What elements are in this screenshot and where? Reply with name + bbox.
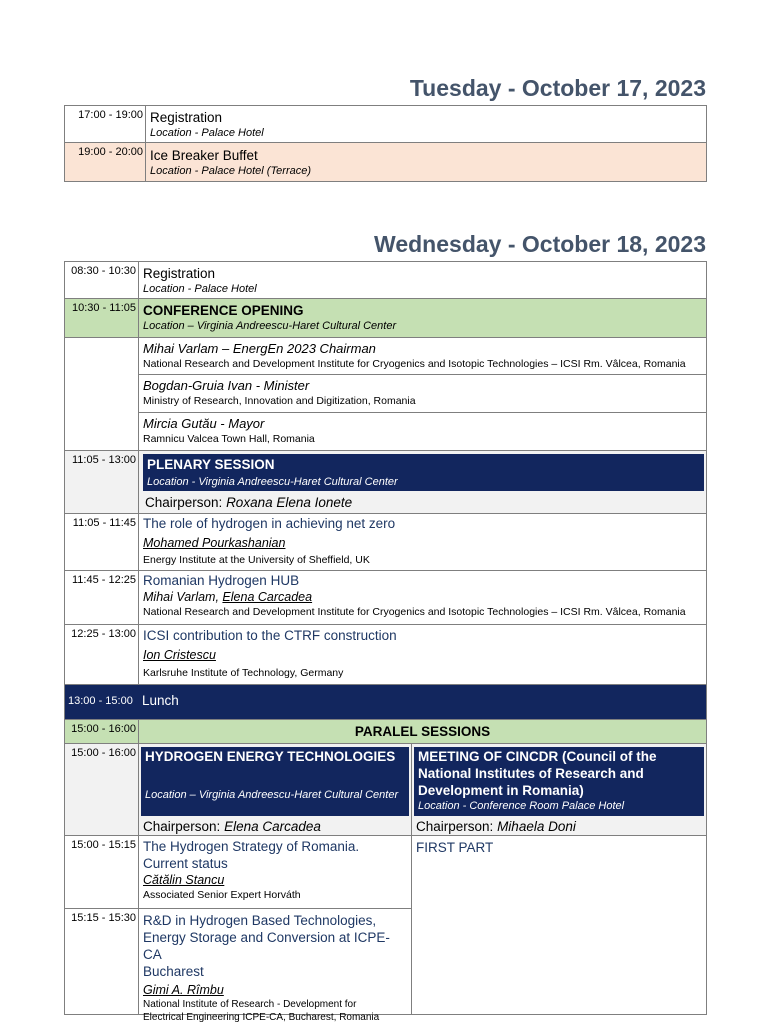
tuesday-registration-location: Location - Palace Hotel bbox=[150, 127, 264, 139]
talk-cell bbox=[138, 513, 707, 571]
plenary-cell bbox=[138, 450, 707, 514]
icebreaker-title: Ice Breaker Buffet bbox=[150, 148, 258, 163]
chair-label: Chairperson: bbox=[416, 819, 494, 834]
opening-cell bbox=[138, 298, 707, 338]
tuesday-registration-time: 17:00 - 19:00 bbox=[64, 105, 146, 143]
talk-speakers bbox=[139, 589, 706, 605]
wed-registration-time: 08:30 - 10:30 bbox=[64, 261, 139, 299]
session-talk-title-l2: Energy Storage and Conversion at ICPE-CA bbox=[143, 930, 390, 962]
session-talk-speaker: Gimi A. Rîmbu bbox=[143, 983, 224, 997]
opening-speakers-time-blank bbox=[64, 337, 139, 451]
wednesday-heading: Wednesday - October 18, 2023 bbox=[374, 231, 706, 257]
session-talk-title-l1: R&D in Hydrogen Based Technologies, bbox=[143, 913, 377, 928]
talk-affiliation: Karlsruhe Institute of Technology, Germany bbox=[143, 667, 344, 679]
parallel-header-cell bbox=[138, 719, 707, 744]
session-b-title-l2: National Institutes of Research and bbox=[418, 766, 644, 781]
lunch-time: 13:00 - 15:00 bbox=[68, 695, 133, 707]
talk-cell bbox=[138, 570, 707, 625]
lunch-title: Lunch bbox=[142, 693, 179, 708]
session-b-header-box bbox=[414, 747, 704, 816]
chair-name: Elena Carcadea bbox=[224, 819, 321, 834]
session-time: 15:00 - 16:00 bbox=[64, 743, 139, 836]
plenary-chair bbox=[141, 494, 356, 511]
session-talk-affiliation-l1: National Institute of Research - Development for bbox=[143, 999, 357, 1010]
icebreaker-cell bbox=[145, 142, 707, 182]
icebreaker-time: 19:00 - 20:00 bbox=[64, 142, 146, 182]
session-a-location: Location – Virginia Andreescu-Haret Cultural Center bbox=[145, 789, 399, 801]
talk-title: Romanian Hydrogen HUB bbox=[143, 573, 300, 588]
talk-time: 12:25 - 13:00 bbox=[64, 624, 139, 685]
opening-location: Location – Virginia Andreescu-Haret Cultural Center bbox=[143, 320, 397, 332]
session-a-chair bbox=[139, 818, 325, 835]
plenary-title: PLENARY SESSION bbox=[147, 457, 275, 472]
talk-cell bbox=[138, 624, 707, 685]
chair-label: Chairperson: bbox=[145, 495, 223, 510]
chair-name: Mihaela Doni bbox=[497, 819, 576, 834]
session-b-title-l3: Development in Romania) bbox=[418, 783, 584, 798]
session-talk-cell bbox=[138, 835, 412, 909]
speaker-row bbox=[138, 374, 707, 413]
wed-registration-title: Registration bbox=[143, 266, 216, 281]
wed-registration-cell bbox=[138, 261, 707, 299]
session-b-chair bbox=[412, 818, 580, 835]
session-talk-affiliation-l2: Electrical Engineering ICPE-CA, Bucharest, Romania bbox=[143, 1012, 380, 1023]
session-talk-time: 15:00 - 15:15 bbox=[64, 835, 139, 909]
speaker-affiliation: National Research and Development Institute for Cryogenics and Isotopic Technologies – ICSI Rm. Vâlcea, Romania bbox=[143, 358, 686, 370]
session-b-title-l1: MEETING OF CINCDR (Council of the bbox=[418, 749, 657, 764]
session-b-body bbox=[411, 835, 707, 1015]
chair-label: Chairperson: bbox=[143, 819, 221, 834]
talk-title: The role of hydrogen in achieving net zero bbox=[143, 516, 396, 531]
talk-speaker-b: Elena Carcadea bbox=[222, 590, 313, 604]
tuesday-registration-cell bbox=[145, 105, 707, 143]
wed-registration-location: Location - Palace Hotel bbox=[143, 283, 257, 295]
speaker-affiliation: Ministry of Research, Innovation and Digitization, Romania bbox=[143, 395, 416, 407]
session-talk-affiliation: Associated Senior Expert Horváth bbox=[143, 889, 301, 901]
talk-title: ICSI contribution to the CTRF construction bbox=[143, 628, 397, 643]
talk-speaker: Mohamed Pourkashanian bbox=[143, 536, 286, 550]
plenary-time: 11:05 - 13:00 bbox=[64, 450, 139, 514]
talk-time: 11:45 - 12:25 bbox=[64, 570, 139, 625]
speaker-row bbox=[138, 412, 707, 451]
plenary-location: Location - Virginia Andreescu-Haret Cultural Center bbox=[147, 476, 398, 488]
opening-title: CONFERENCE OPENING bbox=[143, 303, 304, 318]
speaker-name: Bogdan-Gruia Ivan - Minister bbox=[143, 378, 310, 393]
opening-time: 10:30 - 11:05 bbox=[64, 298, 139, 338]
talk-speaker-a: Mihai Varlam, bbox=[143, 590, 223, 604]
chair-name: Roxana Elena Ionete bbox=[226, 495, 353, 510]
session-talk-time: 15:15 - 15:30 bbox=[64, 908, 139, 1015]
session-b-location: Location - Conference Room Palace Hotel bbox=[418, 800, 625, 812]
session-talk-title-l1: The Hydrogen Strategy of Romania. bbox=[143, 839, 360, 854]
speaker-name: Mihai Varlam – EnergEn 2023 Chairman bbox=[143, 341, 376, 356]
speaker-name: Mircia Gutău - Mayor bbox=[143, 416, 265, 431]
session-a-header-box bbox=[141, 747, 409, 816]
session-talk-cell bbox=[138, 908, 412, 1023]
talk-time: 11:05 - 11:45 bbox=[64, 513, 139, 571]
icebreaker-location: Location - Palace Hotel (Terrace) bbox=[150, 165, 312, 177]
talk-affiliation: National Research and Development Institute for Cryogenics and Isotopic Technologies – ICSI Rm. Vâlcea, Romania bbox=[143, 606, 686, 618]
session-a-cell bbox=[138, 743, 412, 836]
parallel-title: PARALEL SESSIONS bbox=[354, 724, 491, 739]
parallel-time: 15:00 - 16:00 bbox=[64, 719, 139, 744]
session-talk-title-l3: Bucharest bbox=[143, 964, 204, 979]
session-b-cell bbox=[411, 743, 707, 836]
talk-affiliation: Energy Institute at the University of Sheffield, UK bbox=[143, 554, 370, 566]
tuesday-registration-title: Registration bbox=[150, 110, 223, 125]
session-b-first-part: FIRST PART bbox=[416, 840, 494, 855]
talk-speaker: Ion Cristescu bbox=[143, 648, 216, 662]
plenary-header-box bbox=[143, 454, 704, 491]
speaker-row bbox=[138, 337, 707, 375]
session-talk-title-l2: Current status bbox=[143, 856, 228, 871]
tuesday-heading: Tuesday - October 17, 2023 bbox=[409, 75, 706, 101]
session-a-title: HYDROGEN ENERGY TECHNOLOGIES bbox=[145, 749, 396, 764]
session-talk-speaker: Cătălin Stancu bbox=[143, 873, 225, 887]
lunch-row bbox=[64, 684, 707, 720]
speaker-affiliation: Ramnicu Valcea Town Hall, Romania bbox=[143, 433, 315, 445]
